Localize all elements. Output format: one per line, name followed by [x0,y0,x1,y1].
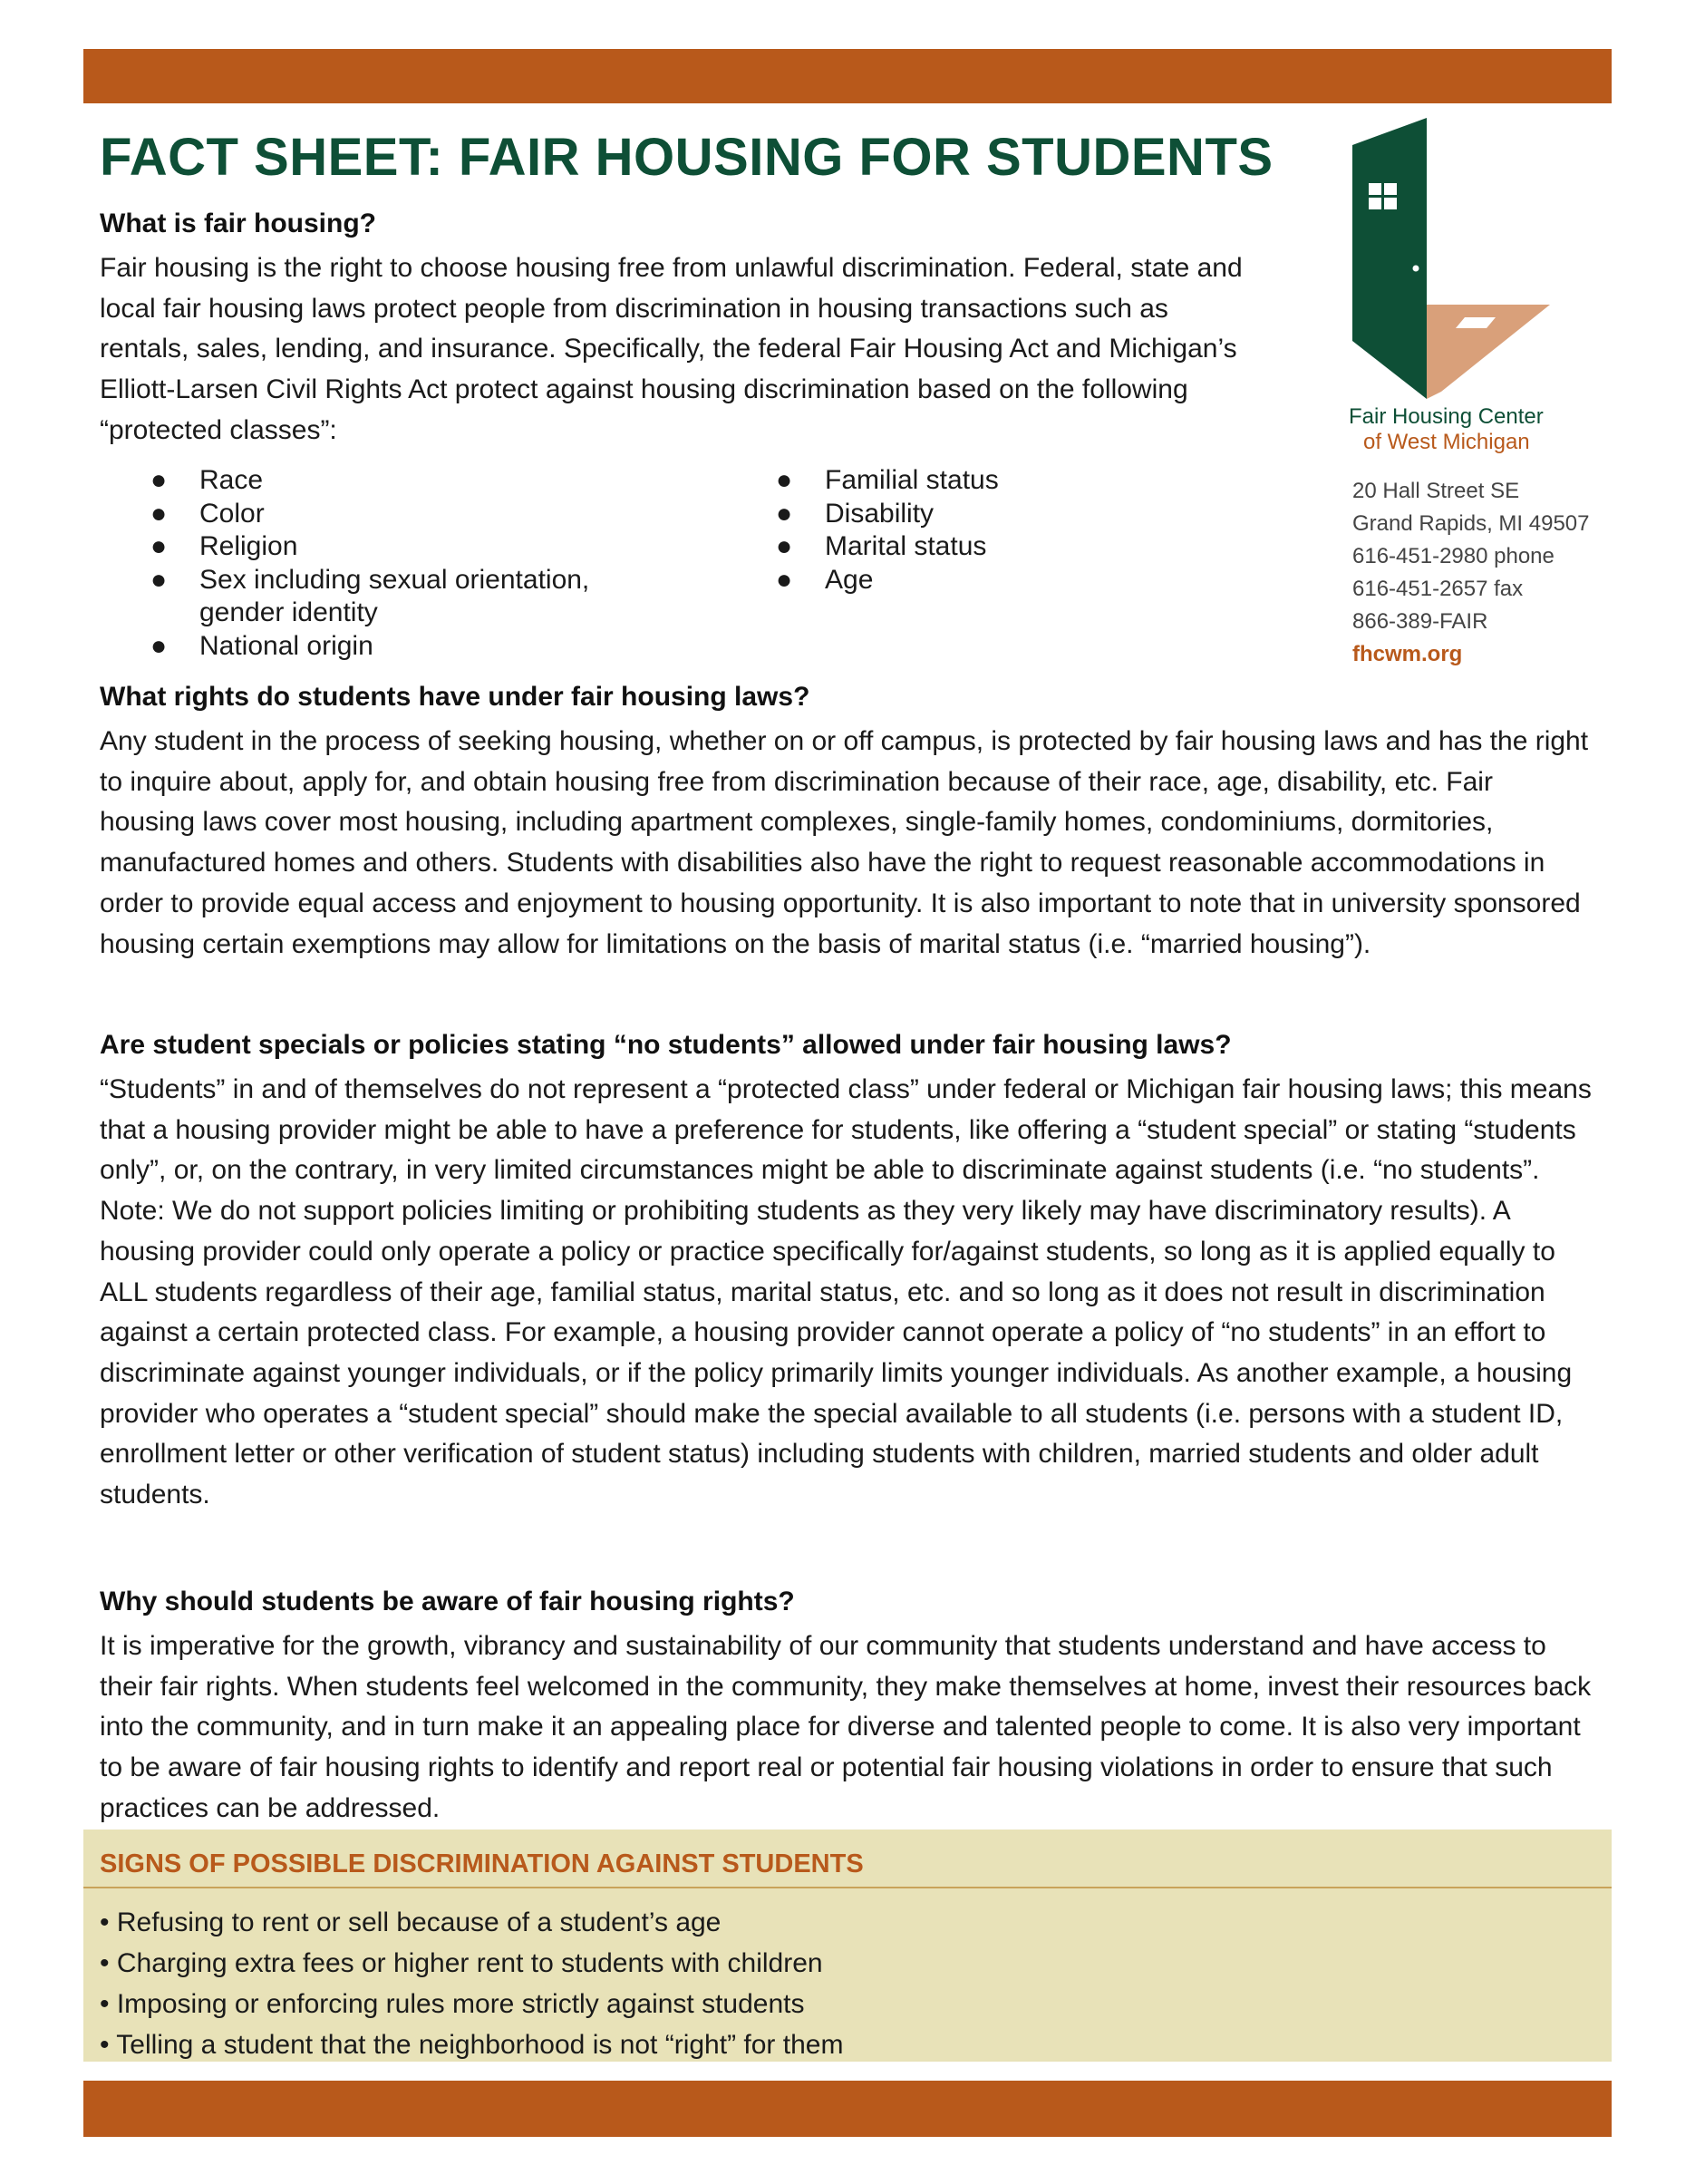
list-item-text: Age [825,564,874,595]
bullet-icon: ● [776,498,793,529]
list-item-text: National origin [199,630,373,661]
list-item [772,498,1153,531]
bullet-icon: ● [150,465,168,495]
list-item [147,630,618,664]
organization-name-line1: Fair Housing Center [1349,404,1544,429]
list-item-text: Race [199,465,264,495]
bullet-icon: ● [776,465,793,495]
awareness-paragraph: It is imperative for the growth, vibrancy and sustainability of our community that students understand and have access to their fair rights. When students feel welcomed in the community, they make themselves at home, invest their resources back into the community, and in turn make it an appealing place for diverse and talented people to come. It is also very important to be aware of fair housing rights to identify and report real or potential fair housing violations in order to ensure that such practices can be addressed. [100,1631,1592,1823]
bullet-icon: ● [150,564,168,595]
list-item: • Imposing or enforcing rules more strictly against students [100,1989,805,2019]
address-line-1: 20 Hall Street SE [1352,479,1520,503]
toll-free-number: 866-389-FAIR [1352,609,1488,634]
protected-classes-list-left [147,464,618,663]
rights-heading: What rights do students have under fair housing laws? [100,682,810,712]
bullet-icon: ● [776,564,793,595]
organization-name [1349,404,1575,455]
list-item [772,464,1153,498]
awareness-heading: Why should students be aware of fair housing rights? [100,1587,795,1616]
list-item [147,498,618,531]
page-title: FACT SHEET: FAIR HOUSING FOR STUDENTS [100,128,1274,187]
rights-paragraph: Any student in the process of seeking housing, whether on or off campus, is protected by fair housing laws and has the right to inquire about, apply for, and obtain housing free from discrimination because of their race, age, disability, etc. Fair housing laws cover most housing, including apartment complexes, single-family homes, condominiums, dormitories, manufactured homes and others. Students with disabilities also have the right to request reasonable accommodations in order to provide equal access and enjoyment to housing opportunity. It is also important to note that in university sponsored housing certain exemptions may allow for limitations on the basis of marital status (i.e. “married housing”). [100,726,1589,959]
list-item-text: Marital status [825,531,987,561]
protected-classes-list-right [772,464,1153,597]
intro-heading: What is fair housing? [100,209,376,238]
list-item: • Refusing to rent or sell because of a student’s age [100,1907,722,1937]
door-knob [1413,266,1419,272]
intro-paragraph: Fair housing is the right to choose housing free from unlawful discrimination. Federal, state and local fair housing laws protect people from discrimination in housing transactions such as rentals, sales, lending, and insurance. Specifically, the federal Fair Housing Act and Michigan’s Elliott-Larsen Civil Rights Act protect against housing discrimination based on the following “protected classes”: [100,253,1243,445]
bottom-accent-band [83,2081,1612,2137]
list-item: • Telling a student that the neighborhood is not “right” for them [100,2030,844,2060]
house-door-logo [1343,112,1561,403]
student-specials-heading: Are student specials or policies stating “no students” allowed under fair housing laws? [100,1030,1232,1060]
bullet-icon: ● [150,630,168,661]
organization-name-line2: of West Michigan [1363,430,1530,454]
list-item: • Charging extra fees or higher rent to students with children [100,1948,823,1978]
list-item [772,530,1153,564]
list-item [772,564,1153,597]
top-accent-band [83,49,1612,103]
signs-list [100,1902,843,2065]
bullet-icon: ● [776,531,793,561]
address-line-2: Grand Rapids, MI 49507 [1352,511,1590,536]
list-item-text: Familial status [825,465,999,495]
fax-number: 616-451-2657 fax [1352,577,1524,601]
list-item-text: Color [199,498,265,529]
list-item-text: Sex including sexual orientation, gender identity [199,564,590,627]
signs-title: SIGNS OF POSSIBLE DISCRIMINATION AGAINST STUDENTS [100,1849,864,1878]
list-item-text: Religion [199,531,298,561]
discrimination-signs-box [83,1830,1612,2062]
bullet-icon: ● [150,498,168,529]
list-item [147,464,618,498]
contact-block [1352,475,1589,671]
list-item-text: Disability [825,498,935,529]
website-link[interactable]: fhcwm.org [1352,642,1463,666]
door-shape [1352,118,1427,399]
student-specials-paragraph: “Students” in and of themselves do not represent a “protected class” under federal or Michigan fair housing laws; this means that a housing provider might be able to have a preference for students, like offering a “student special” or stating “students only”, or, on the contrary, in very limited circumstances might be able to discriminate against students (i.e. “no students”. Note: We do not support policies limiting or prohibiting students as they very likely may have discriminatory results). A housing provider could only operate a policy or practice specifically for/against students, so long as it is applied equally to ALL students regardless of their age, familial status, marital status, etc. and so long as it does not result in discrimination against a certain protected class. For example, a housing provider cannot operate a policy of “no students” in an effort to discriminate against younger individuals, or if the policy primarily limits younger individuals. As another example, a housing provider who operates a “student special” should make the special available to all students (i.e. persons with a student ID, enrollment letter or other verification of student status) including students with children, married students and older adult students. [100,1074,1592,1510]
phone-number: 616-451-2980 phone [1352,544,1555,568]
signs-divider [83,1887,1612,1888]
bullet-icon: ● [150,531,168,561]
list-item [147,564,618,630]
list-item [147,530,618,564]
